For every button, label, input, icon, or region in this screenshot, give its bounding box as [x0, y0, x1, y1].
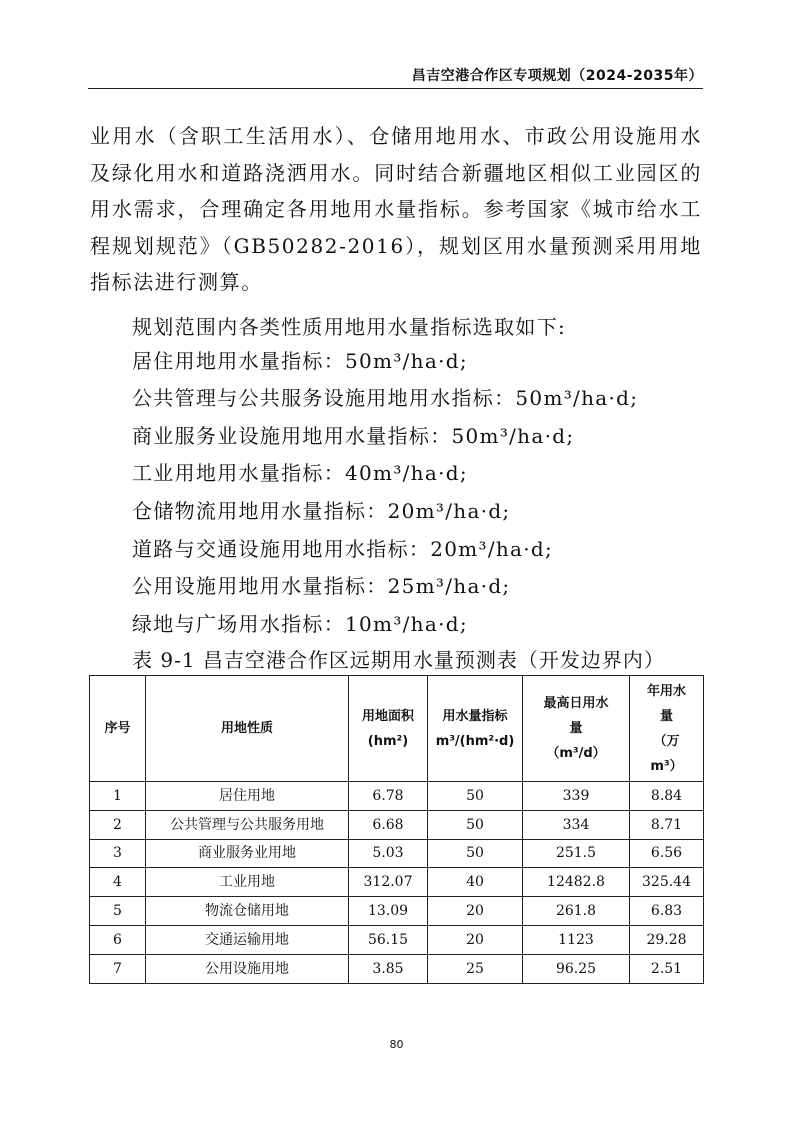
- indicator-line: 公用设施用地用水量指标：25m³/ha·d;: [132, 574, 511, 598]
- cell-annual: 6.56: [630, 839, 704, 868]
- table-row: [90, 868, 704, 897]
- cell-seq: 1: [90, 782, 146, 811]
- cell-area: 5.03: [349, 839, 428, 868]
- cell-land-nature: 交通运输用地: [146, 925, 349, 954]
- table-caption: 表 9-1 昌吉空港合作区远期用水量预测表（开发边界内）: [132, 648, 665, 672]
- table-row: [90, 810, 704, 839]
- cell-seq: 7: [90, 954, 146, 983]
- cell-indicator: 25: [428, 954, 523, 983]
- cell-seq: 2: [90, 810, 146, 839]
- cell-land-nature: 物流仓储用地: [146, 897, 349, 926]
- cell-land-nature: 居住用地: [146, 782, 349, 811]
- cell-annual: 29.28: [630, 925, 704, 954]
- cell-max-daily: 251.5: [523, 839, 630, 868]
- cell-indicator: 50: [428, 810, 523, 839]
- cell-land-nature: 公用设施用地: [146, 954, 349, 983]
- indicator-line: 工业用地用水量指标：40m³/ha·d;: [132, 461, 468, 485]
- cell-land-nature: 商业服务业用地: [146, 839, 349, 868]
- cell-seq: 3: [90, 839, 146, 868]
- cell-max-daily: 1123: [523, 925, 630, 954]
- cell-max-daily: 96.25: [523, 954, 630, 983]
- cell-annual: 8.71: [630, 810, 704, 839]
- cell-area: 56.15: [349, 925, 428, 954]
- cell-land-nature: 公共管理与公共服务用地: [146, 810, 349, 839]
- water-demand-table: [89, 675, 704, 984]
- table-row: [90, 897, 704, 926]
- cell-seq: 5: [90, 897, 146, 926]
- cell-max-daily: 339: [523, 782, 630, 811]
- cell-indicator: 20: [428, 925, 523, 954]
- indicator-intro: 规划范围内各类性质用地用水量指标选取如下:: [132, 315, 567, 339]
- header-indicator: 用水量指标 m³/(hm²·d): [428, 676, 523, 782]
- table-header-row: [90, 676, 704, 782]
- body-paragraph: 业用水（含职工生活用水）、仓储用地用水、市政公用设施用水及绿化用水和道路浇洒用水。同时结合新疆地区相似工业园区的用水需求，合理确定各用地用水量指标。参考国家《城市给水工程规划规范》（GB50282-2016），规划区用水量预测采用用地指标法进行测算。: [90, 124, 702, 294]
- running-header: 昌吉空港合作区专项规划（2024-2035年）: [411, 68, 703, 84]
- table-row: [90, 782, 704, 811]
- indicator-line: 公共管理与公共服务设施用地用水指标：50m³/ha·d;: [132, 386, 639, 410]
- header-area: 用地面积 (hm²): [349, 676, 428, 782]
- indicator-line: 居住用地用水量指标：50m³/ha·d;: [132, 349, 468, 373]
- cell-annual: 2.51: [630, 954, 704, 983]
- indicator-line: 仓储物流用地用水量指标：20m³/ha·d;: [132, 499, 511, 523]
- header-seq: 序号: [90, 676, 146, 782]
- cell-max-daily: 12482.8: [523, 868, 630, 897]
- header-rule: [88, 88, 703, 89]
- cell-indicator: 40: [428, 868, 523, 897]
- header-max-daily: 最高日用水 量 （m³/d）: [523, 676, 630, 782]
- cell-indicator: 50: [428, 839, 523, 868]
- cell-indicator: 20: [428, 897, 523, 926]
- cell-max-daily: 261.8: [523, 897, 630, 926]
- cell-annual: 8.84: [630, 782, 704, 811]
- cell-annual: 6.83: [630, 897, 704, 926]
- cell-land-nature: 工业用地: [146, 868, 349, 897]
- table-row: [90, 925, 704, 954]
- cell-area: 6.78: [349, 782, 428, 811]
- cell-area: 13.09: [349, 897, 428, 926]
- indicator-line: 道路与交通设施用地用水指标：20m³/ha·d;: [132, 537, 554, 561]
- cell-area: 312.07: [349, 868, 428, 897]
- indicator-line: 商业服务业设施用地用水量指标：50m³/ha·d;: [132, 424, 575, 448]
- cell-annual: 325.44: [630, 868, 704, 897]
- cell-area: 3.85: [349, 954, 428, 983]
- cell-max-daily: 334: [523, 810, 630, 839]
- cell-seq: 6: [90, 925, 146, 954]
- cell-seq: 4: [90, 868, 146, 897]
- indicator-line: 绿地与广场用水指标：10m³/ha·d;: [132, 612, 468, 636]
- header-annual: 年用水 量 （万 m³）: [630, 676, 704, 782]
- cell-area: 6.68: [349, 810, 428, 839]
- header-land-nature: 用地性质: [146, 676, 349, 782]
- table-row: [90, 839, 704, 868]
- page-number: 80: [389, 1038, 404, 1051]
- table-row: [90, 954, 704, 983]
- cell-indicator: 50: [428, 782, 523, 811]
